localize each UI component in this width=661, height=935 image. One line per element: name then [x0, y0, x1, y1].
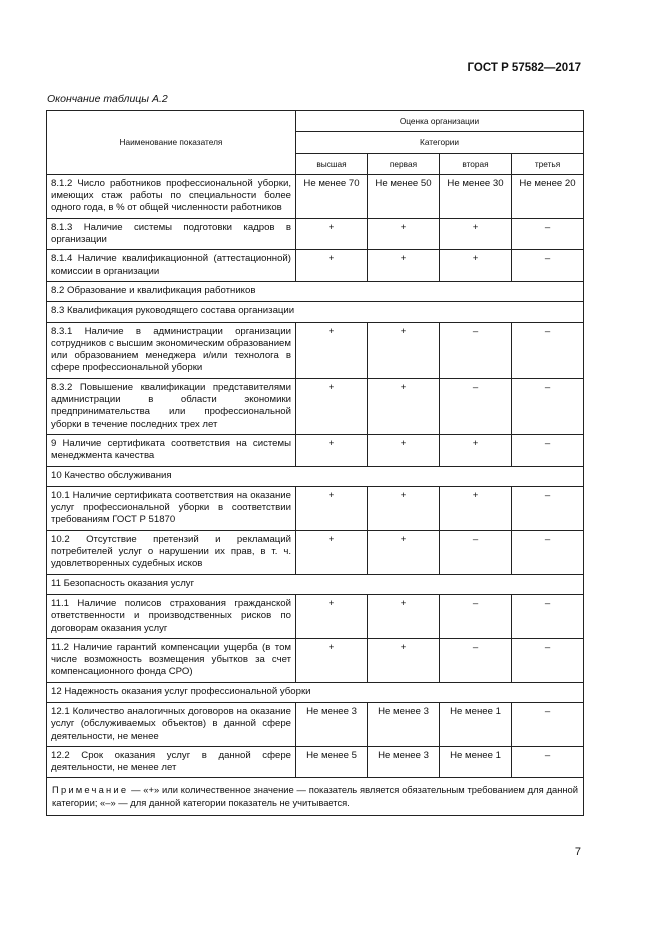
organization-rating-header: Оценка организации — [296, 111, 584, 132]
category-value: + — [368, 218, 440, 250]
category-value: – — [512, 218, 584, 250]
category-value: Не менее 30 — [440, 174, 512, 218]
section-title: 8.2 Образование и квалификация работников — [47, 281, 584, 301]
section-title: 12 Надежность оказания услуг профессиональной уборки — [47, 682, 584, 702]
category-value: + — [440, 250, 512, 282]
section-row — [47, 302, 584, 322]
category-value: + — [296, 638, 368, 682]
category-header-highest: высшая — [296, 153, 368, 174]
indicator-name: 8.1.3 Наличие системы подготовки кадров в организации — [47, 218, 296, 250]
standard-designation: ГОСТ Р 57582—2017 — [467, 62, 581, 74]
table-row — [47, 594, 584, 638]
table-body — [47, 174, 584, 778]
requirements-table — [46, 110, 584, 816]
section-row — [47, 281, 584, 301]
category-value: Не менее 3 — [368, 746, 440, 778]
note-text: — «+» или количественное значение — показатель является обязательным требованием для данной категории; «–» — для данной категории показатель не учитывается. — [52, 784, 579, 808]
category-value: – — [512, 594, 584, 638]
category-value: – — [512, 250, 584, 282]
category-value: Не менее 50 — [368, 174, 440, 218]
category-value: Не менее 3 — [368, 702, 440, 746]
table-row — [47, 218, 584, 250]
section-row — [47, 574, 584, 594]
category-value: – — [440, 530, 512, 574]
indicator-name: 8.3.2 Повышение квалификации представителями администрации в области экономики предпринимательства или профессиональной уборки в течение последних трех лет — [47, 378, 296, 434]
category-value: + — [296, 378, 368, 434]
table-row — [47, 174, 584, 218]
category-value: Не менее 1 — [440, 702, 512, 746]
category-header-first: первая — [368, 153, 440, 174]
note-label: Примечание — [52, 784, 129, 796]
section-title: 11 Безопасность оказания услуг — [47, 574, 584, 594]
category-value: – — [512, 702, 584, 746]
category-value: + — [368, 378, 440, 434]
category-value: + — [440, 218, 512, 250]
indicator-name: 11.1 Наличие полисов страхования гражданской ответственности и производственных рисков по договорам оказания услуг — [47, 594, 296, 638]
category-value: + — [296, 218, 368, 250]
indicator-name: 8.3.1 Наличие в администрации организации сотрудников с высшим экономическим образованием или образованием менеджера и/или технолога в сфере профессиональной уборки — [47, 322, 296, 378]
table-row — [47, 638, 584, 682]
table-caption: Окончание таблицы А.2 — [47, 93, 168, 105]
category-value: + — [296, 594, 368, 638]
category-value: – — [440, 378, 512, 434]
category-value: + — [368, 322, 440, 378]
table-row — [47, 702, 584, 746]
categories-header: Категории — [296, 132, 584, 153]
category-header-third: третья — [512, 153, 584, 174]
category-value: – — [512, 434, 584, 466]
category-value: + — [368, 250, 440, 282]
indicator-name: 11.2 Наличие гарантий компенсации ущерба (в том числе возможность возмещения убытков за счет компенсационного фонда СРО) — [47, 638, 296, 682]
category-value: Не менее 5 — [296, 746, 368, 778]
category-value: – — [440, 322, 512, 378]
category-value: + — [440, 434, 512, 466]
category-value: + — [296, 486, 368, 530]
category-value: Не менее 70 — [296, 174, 368, 218]
category-value: – — [512, 486, 584, 530]
category-value: + — [296, 250, 368, 282]
table-row — [47, 486, 584, 530]
section-row — [47, 466, 584, 486]
category-value: – — [440, 594, 512, 638]
category-value: + — [368, 486, 440, 530]
category-value: + — [440, 486, 512, 530]
category-value: + — [296, 434, 368, 466]
category-value: – — [512, 322, 584, 378]
table-row — [47, 434, 584, 466]
table-row — [47, 250, 584, 282]
category-value: + — [368, 594, 440, 638]
indicator-name: 10.2 Отсутствие претензий и рекламаций потребителей услуг о нарушении их прав, в т. ч. удовлетворенных судебных исков — [47, 530, 296, 574]
table-row — [47, 378, 584, 434]
table-row — [47, 530, 584, 574]
section-row — [47, 682, 584, 702]
table-note — [47, 778, 584, 816]
category-header-second: вторая — [440, 153, 512, 174]
indicator-name: 10.1 Наличие сертификата соответствия на оказание услуг профессиональной уборки в соответствии требованиям ГОСТ Р 51870 — [47, 486, 296, 530]
table-row — [47, 322, 584, 378]
page-number: 7 — [574, 846, 581, 858]
section-title: 8.3 Квалификация руководящего состава организации — [47, 302, 584, 322]
category-value: – — [440, 638, 512, 682]
category-value: + — [296, 322, 368, 378]
category-value: Не менее 1 — [440, 746, 512, 778]
indicator-name: 12.2 Срок оказания услуг в данной сфере деятельности, не менее лет — [47, 746, 296, 778]
category-value: Не менее 3 — [296, 702, 368, 746]
category-value: – — [512, 378, 584, 434]
indicator-name: 12.1 Количество аналогичных договоров на оказание услуг (обслуживаемых объектов) в данной сфере деятельности, не менее — [47, 702, 296, 746]
section-title: 10 Качество обслуживания — [47, 466, 584, 486]
category-value: – — [512, 638, 584, 682]
category-value: Не менее 20 — [512, 174, 584, 218]
indicator-name: 8.1.4 Наличие квалификационной (аттестационной) комиссии в организации — [47, 250, 296, 282]
category-value: + — [368, 638, 440, 682]
indicator-name: 8.1.2 Число работников профессиональной уборки, имеющих стаж работы по специальности более одного года, в % от общей численности работников — [47, 174, 296, 218]
category-value: + — [368, 434, 440, 466]
indicator-name: 9 Наличие сертификата соответствия на системы менеджмента качества — [47, 434, 296, 466]
category-value: + — [368, 530, 440, 574]
category-value: – — [512, 530, 584, 574]
category-value: – — [512, 746, 584, 778]
category-value: + — [296, 530, 368, 574]
indicator-name-header: Наименование показателя — [47, 111, 296, 175]
table-row — [47, 746, 584, 778]
